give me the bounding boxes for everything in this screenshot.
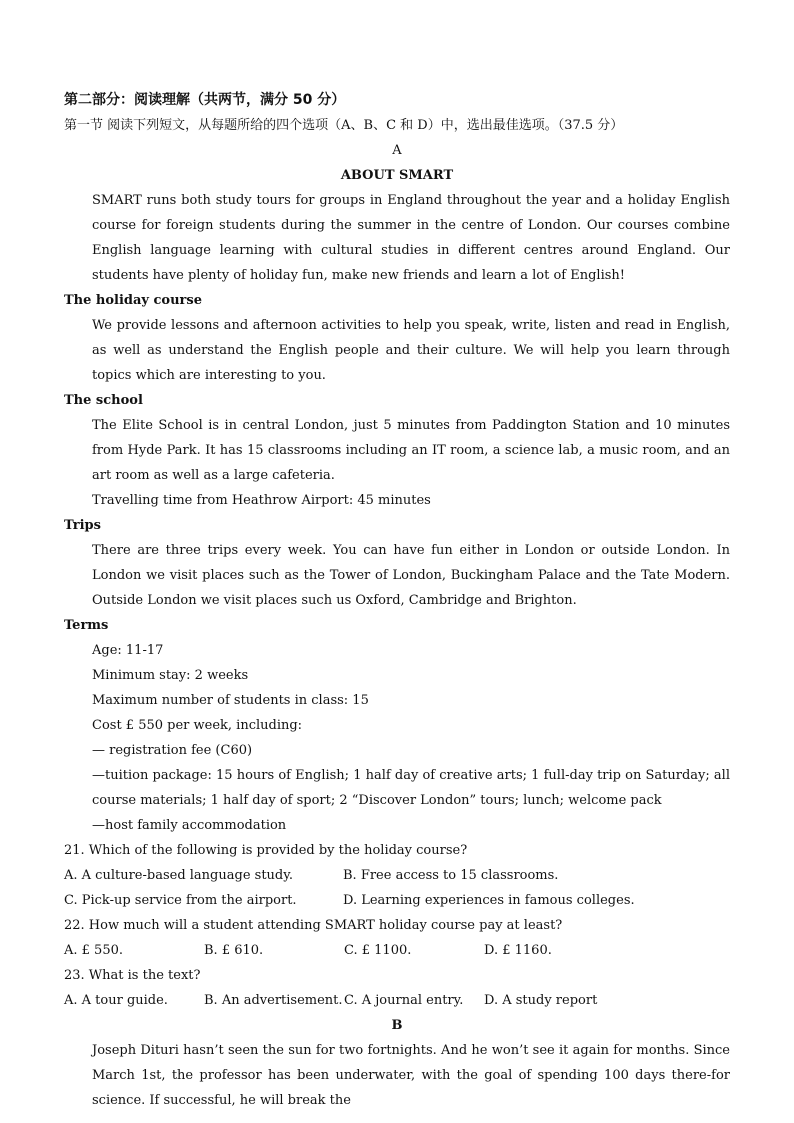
question-21-option-d[interactable]: D. Learning experiences in famous colleges. bbox=[343, 893, 635, 908]
holiday-course-heading: The holiday course bbox=[64, 293, 202, 308]
terms-min-stay: Minimum stay: 2 weeks bbox=[92, 668, 249, 683]
question-23-option-b[interactable]: B. An advertisement. bbox=[204, 993, 343, 1008]
question-21-stem: 21. Which of the following is provided by the holiday course? bbox=[64, 843, 468, 858]
question-21-option-c[interactable]: C. Pick-up service from the airport. bbox=[64, 893, 297, 908]
terms-cost: Cost £ 550 per week, including: bbox=[92, 718, 303, 733]
passage-a-letter: A bbox=[392, 143, 402, 158]
question-22-option-a[interactable]: A. £ 550. bbox=[64, 943, 124, 958]
question-21-option-b[interactable]: B. Free access to 15 classrooms. bbox=[343, 868, 559, 883]
trips-text: There are three trips every week. You can have fun either in London or outside London. In London we visit places such as the Tower of London, Buckingham Palace and the Tate Modern. Outside London we visit places such us Oxford, Cambridge and Brighton. bbox=[92, 543, 730, 608]
question-23-option-c[interactable]: C. A journal entry. bbox=[344, 993, 464, 1008]
passage-b-letter: B bbox=[391, 1018, 403, 1033]
terms-host: —host family accommodation bbox=[92, 818, 287, 833]
question-23-option-a[interactable]: A. A tour guide. bbox=[64, 993, 168, 1008]
terms-registration: — registration fee (C60) bbox=[92, 743, 253, 758]
question-23-option-d[interactable]: D. A study report bbox=[484, 993, 598, 1008]
question-21-option-a[interactable]: A. A culture-based language study. bbox=[64, 868, 293, 883]
trips-heading: Trips bbox=[64, 518, 101, 533]
passage-a-intro: SMART runs both study tours for groups in England throughout the year and a holiday English course for foreign students during the summer in the centre of London. Our courses combine English language learning with cultural studies in different centres around England. Our students have plenty of holiday fun, make new friends and learn a lot of English! bbox=[92, 193, 730, 283]
question-22-option-b[interactable]: B. £ 610. bbox=[204, 943, 264, 958]
passage-b-text: Joseph Dituri hasn’t seen the sun for two fortnights. And he won’t see it again for months. Since March 1st, the professor has been underwater, with the goal of spending 100 days there-for science. If successful, he will break the bbox=[92, 1043, 730, 1108]
section-instructions: 第一节 阅读下列短文，从每题所给的四个选项（A、B、C 和 D）中，选出最佳选项。（37.5 分） bbox=[64, 118, 624, 133]
terms-tuition: —tuition package: 15 hours of English; 1 half day of creative arts; 1 full-day trip on Saturday; all course materials; 1 half day of sport; 2 “Discover London” tours; lunch; welcome pack bbox=[92, 768, 730, 808]
terms-age: Age: 11-17 bbox=[92, 643, 164, 658]
passage-a-title: ABOUT SMART bbox=[340, 168, 454, 183]
school-text: The Elite School is in central London, just 5 minutes from Paddington Station and 10 minutes from Hyde Park. It has 15 classrooms including an IT room, a science lab, a music room, and an art room as well as a large cafeteria. bbox=[92, 418, 730, 483]
school-travel-time: Travelling time from Heathrow Airport: 45 minutes bbox=[92, 493, 431, 508]
question-22-option-d[interactable]: D. £ 1160. bbox=[484, 943, 552, 958]
question-23-options bbox=[64, 988, 730, 1013]
holiday-course-text: We provide lessons and afternoon activities to help you speak, write, listen and read in English, as well as understand the English people and their culture. We will help you learn through topics which are interesting to you. bbox=[92, 318, 730, 383]
part-heading: 第二部分：阅读理解（共两节，满分 50 分） bbox=[64, 92, 346, 108]
question-21-options-row-1 bbox=[64, 863, 730, 888]
question-22-options bbox=[64, 938, 730, 963]
question-21-options-row-2 bbox=[64, 888, 730, 913]
question-23-stem: 23. What is the text? bbox=[64, 968, 201, 983]
question-22-option-c[interactable]: C. £ 1100. bbox=[344, 943, 412, 958]
terms-max-students: Maximum number of students in class: 15 bbox=[92, 693, 369, 708]
exam-page bbox=[64, 88, 730, 1113]
question-22-stem: 22. How much will a student attending SMART holiday course pay at least? bbox=[64, 918, 563, 933]
school-heading: The school bbox=[64, 393, 143, 408]
terms-heading: Terms bbox=[64, 618, 109, 633]
